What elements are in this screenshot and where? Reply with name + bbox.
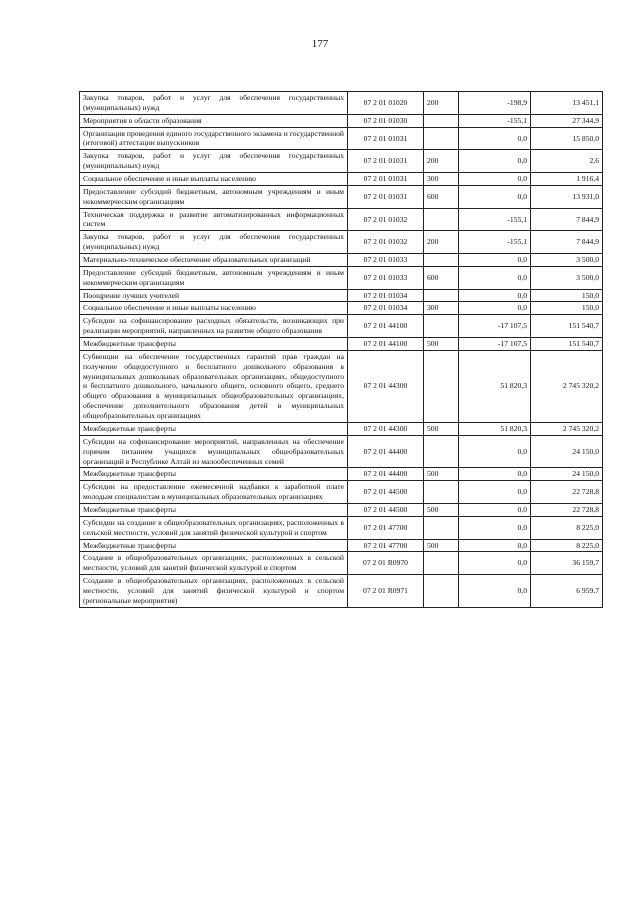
amount-total-cell: 8 225,0 [531,516,603,539]
target-article-code-cell: 07 2 01 R0970 [348,552,424,575]
amount-total-cell: 24 150,0 [531,435,603,468]
amount-change-cell: 0,0 [459,435,531,468]
budget-table-body [80,92,603,608]
expense-name-cell: Субсидии на предоставление ежемесячной надбавки к заработной плате молодым специалистам в муниципальных образовательных организациях [80,481,348,504]
amount-change-cell: 0,0 [459,302,531,315]
amount-total-cell: 150,0 [531,302,603,315]
target-article-code-cell: 07 2 01 01034 [348,302,424,315]
target-article-code-cell: 07 2 01 44500 [348,481,424,504]
target-article-code-cell: 07 2 01 47700 [348,516,424,539]
expense-type-cell: 300 [424,302,459,315]
expense-name-cell: Субсидии на софинансирование расходных обязательств, возникающих при реализации мероприятий, направленных на развитие общего образования [80,315,348,338]
amount-total-cell: 24 150,0 [531,468,603,481]
amount-change-cell: -198,9 [459,92,531,115]
expense-name-cell: Организация проведения единого государственного экзамена и государственной (итоговой) аттестации выпускников [80,127,348,150]
table-row [80,173,603,186]
expense-type-cell [424,315,459,338]
target-article-code-cell: 07 2 01 44400 [348,435,424,468]
amount-total-cell: 7 844,9 [531,208,603,231]
expense-type-cell [424,114,459,127]
table-row [80,150,603,173]
amount-change-cell: -155,1 [459,114,531,127]
amount-change-cell: 0,0 [459,539,531,552]
expense-type-cell [424,254,459,267]
amount-total-cell: 2 745 320,2 [531,350,603,422]
amount-total-cell: 151 540,7 [531,315,603,338]
amount-total-cell: 150,0 [531,289,603,302]
expense-type-cell: 200 [424,150,459,173]
expense-name-cell: Предоставление субсидий бюджетным, автономным учреждениям и иным некоммерческим организациям [80,185,348,208]
table-row [80,468,603,481]
table-row [80,254,603,267]
target-article-code-cell: 07 2 01 44400 [348,468,424,481]
amount-change-cell: 51 820,3 [459,422,531,435]
table-row [80,422,603,435]
expense-type-cell: 200 [424,231,459,254]
expense-name-cell: Межбюджетные трансферты [80,503,348,516]
budget-table [79,91,603,608]
expense-name-cell: Закупка товаров, работ и услуг для обеспечения государственных (муниципальных) нужд [80,92,348,115]
amount-total-cell: 27 344,9 [531,114,603,127]
expense-type-cell [424,481,459,504]
amount-total-cell: 22 728,8 [531,503,603,516]
amount-change-cell: 51 820,3 [459,350,531,422]
amount-change-cell: -17 107,5 [459,315,531,338]
page-number: 177 [311,38,329,50]
amount-total-cell: 13 931,0 [531,185,603,208]
expense-type-cell [424,435,459,468]
amount-change-cell: 0,0 [459,173,531,186]
expense-type-cell [424,350,459,422]
table-row [80,539,603,552]
expense-type-cell: 600 [424,185,459,208]
expense-type-cell: 500 [424,338,459,351]
amount-change-cell: 0,0 [459,127,531,150]
expense-type-cell: 500 [424,539,459,552]
amount-total-cell: 8 225,0 [531,539,603,552]
table-row [80,435,603,468]
expense-type-cell [424,552,459,575]
expense-name-cell: Предоставление субсидий бюджетным, автономным учреждениям и иным некоммерческим организациям [80,266,348,289]
expense-type-cell [424,516,459,539]
amount-change-cell: 0,0 [459,503,531,516]
target-article-code-cell: 07 2 01 01031 [348,127,424,150]
amount-change-cell: 0,0 [459,575,531,608]
expense-name-cell: Субсидии на софинансирование мероприятий, направленных на обеспечение горячим питанием учащихся муниципальных общеобразовательных организаций в Республике Алтай из малообеспеченных семей [80,435,348,468]
amount-total-cell: 3 500,0 [531,266,603,289]
table-row [80,350,603,422]
amount-total-cell: 15 850,0 [531,127,603,150]
expense-name-cell: Социальное обеспечение и иные выплаты населению [80,173,348,186]
expense-type-cell: 600 [424,266,459,289]
amount-change-cell: 0,0 [459,481,531,504]
target-article-code-cell: 07 2 01 R0971 [348,575,424,608]
target-article-code-cell: 07 2 01 01020 [348,92,424,115]
table-row [80,315,603,338]
target-article-code-cell: 07 2 01 47700 [348,539,424,552]
target-article-code-cell: 07 2 01 01033 [348,266,424,289]
expense-name-cell: Межбюджетные трансферты [80,422,348,435]
expense-name-cell: Субсидии на создание в общеобразовательных организациях, расположенных в сельской местности, условий для занятий физической культурой и спортом [80,516,348,539]
expense-name-cell: Материально-техническое обеспечение образовательных организаций [80,254,348,267]
target-article-code-cell: 07 2 01 01032 [348,208,424,231]
target-article-code-cell: 07 2 01 01031 [348,173,424,186]
expense-name-cell: Поощрение лучших учителей [80,289,348,302]
table-row [80,266,603,289]
amount-total-cell: 7 844,9 [531,231,603,254]
expense-type-cell [424,575,459,608]
table-row [80,231,603,254]
table-row [80,127,603,150]
amount-total-cell: 1 916,4 [531,173,603,186]
target-article-code-cell: 07 2 01 44300 [348,422,424,435]
amount-change-cell: -155,1 [459,231,531,254]
expense-name-cell: Создание в общеобразовательных организациях, расположенных в сельской местности, условий для занятий физической культурой и спортом [80,552,348,575]
amount-total-cell: 3 500,0 [531,254,603,267]
expense-name-cell: Создание в общеобразовательных организациях, расположенных в сельской местности, условий для занятий физической культурой и спортом (региональные мероприятия) [80,575,348,608]
amount-change-cell: -155,1 [459,208,531,231]
table-row [80,289,603,302]
amount-total-cell: 2,6 [531,150,603,173]
expense-name-cell: Мероприятия в области образования [80,114,348,127]
amount-change-cell: 0,0 [459,185,531,208]
amount-total-cell: 151 540,7 [531,338,603,351]
table-row [80,575,603,608]
expense-name-cell: Социальное обеспечение и иные выплаты населению [80,302,348,315]
table-row [80,114,603,127]
table-row [80,208,603,231]
expense-type-cell [424,208,459,231]
expense-name-cell: Межбюджетные трансферты [80,338,348,351]
target-article-code-cell: 07 2 01 01032 [348,231,424,254]
expense-type-cell [424,289,459,302]
target-article-code-cell: 07 2 01 01030 [348,114,424,127]
amount-total-cell: 36 159,7 [531,552,603,575]
expense-name-cell: Техническая поддержка и развитие автоматизированных информационных систем [80,208,348,231]
target-article-code-cell: 07 2 01 01031 [348,185,424,208]
amount-change-cell: 0,0 [459,516,531,539]
amount-change-cell: -17 107,5 [459,338,531,351]
amount-change-cell: 0,0 [459,150,531,173]
table-row [80,338,603,351]
expense-name-cell: Межбюджетные трансферты [80,468,348,481]
table-row [80,185,603,208]
table-row [80,302,603,315]
expense-name-cell: Закупка товаров, работ и услуг для обеспечения государственных (муниципальных) нужд [80,150,348,173]
target-article-code-cell: 07 2 01 44500 [348,503,424,516]
amount-total-cell: 13 451,1 [531,92,603,115]
amount-change-cell: 0,0 [459,254,531,267]
amount-change-cell: 0,0 [459,468,531,481]
target-article-code-cell: 07 2 01 01033 [348,254,424,267]
table-row [80,481,603,504]
expense-type-cell: 200 [424,92,459,115]
target-article-code-cell: 07 2 01 44100 [348,338,424,351]
target-article-code-cell: 07 2 01 44100 [348,315,424,338]
expense-name-cell: Закупка товаров, работ и услуг для обеспечения государственных (муниципальных) нужд [80,231,348,254]
expense-type-cell [424,127,459,150]
expense-type-cell: 300 [424,173,459,186]
expense-name-cell: Межбюджетные трансферты [80,539,348,552]
amount-change-cell: 0,0 [459,289,531,302]
amount-change-cell: 0,0 [459,266,531,289]
amount-total-cell: 22 728,8 [531,481,603,504]
expense-type-cell: 500 [424,468,459,481]
amount-total-cell: 2 745 320,2 [531,422,603,435]
target-article-code-cell: 07 2 01 44300 [348,350,424,422]
table-row [80,503,603,516]
table-row [80,552,603,575]
amount-change-cell: 0,0 [459,552,531,575]
target-article-code-cell: 07 2 01 01031 [348,150,424,173]
amount-total-cell: 6 959,7 [531,575,603,608]
target-article-code-cell: 07 2 01 01034 [348,289,424,302]
table-row [80,92,603,115]
expense-name-cell: Субвенции на обеспечение государственных гарантий прав граждан на получение общедоступного и бесплатного дошкольного образования в муниципальных дошкольных образовательных организациях, общедоступного и бесплатного дошкольного, начального общего, основного общего, среднего общего образования в муниципальных общеобразовательных организациях, обеспечение дополнительного образования детей в муниципальных общеобразовательных организациях [80,350,348,422]
expense-type-cell: 500 [424,422,459,435]
table-row [80,516,603,539]
expense-type-cell: 500 [424,503,459,516]
